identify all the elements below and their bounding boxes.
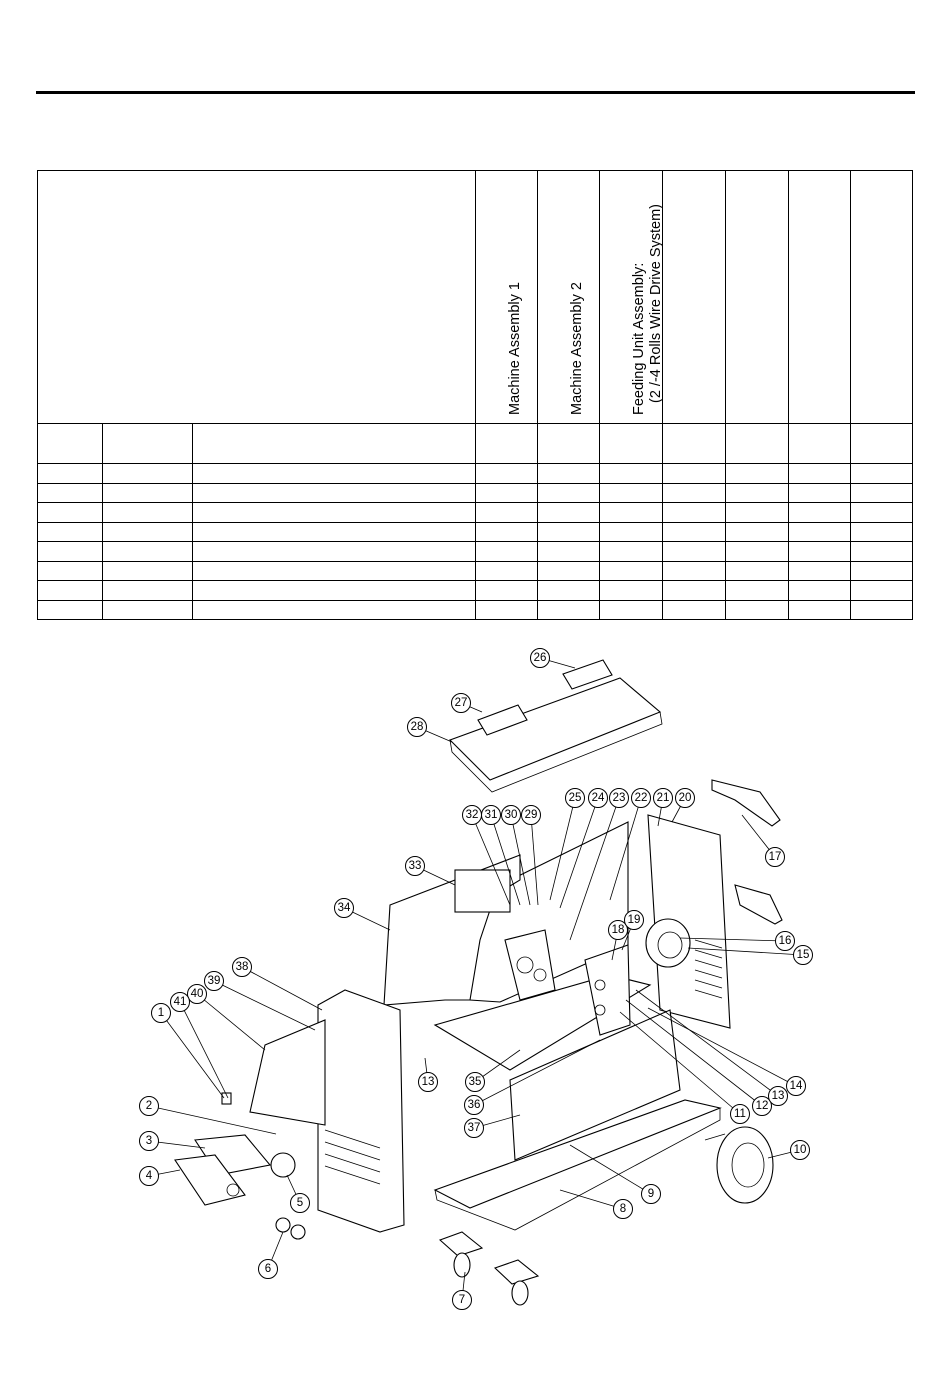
callout-label: 10 bbox=[793, 1144, 807, 1156]
callout-15 bbox=[794, 946, 813, 965]
callout-13 bbox=[419, 1073, 438, 1092]
euro-connector bbox=[271, 1153, 295, 1177]
table-row bbox=[38, 503, 913, 523]
callout-label: 5 bbox=[296, 1197, 304, 1209]
col-header-empty bbox=[788, 171, 850, 424]
callout-label: 21 bbox=[656, 792, 670, 804]
callout-40 bbox=[188, 985, 207, 1004]
knob bbox=[291, 1225, 305, 1239]
fan-housing bbox=[646, 919, 690, 967]
callout-label: 26 bbox=[533, 652, 547, 664]
callout-label: 12 bbox=[755, 1100, 769, 1112]
callout-label: 24 bbox=[591, 792, 605, 804]
caster-wheel bbox=[512, 1281, 528, 1305]
caster-plate bbox=[495, 1260, 538, 1284]
callout-label: 11 bbox=[734, 1108, 746, 1120]
callout-label: 15 bbox=[796, 949, 810, 961]
callout-36 bbox=[465, 1096, 484, 1115]
table-subheader-row bbox=[38, 424, 913, 464]
callout-25 bbox=[566, 789, 585, 808]
callout-17 bbox=[766, 848, 785, 867]
callout-27 bbox=[452, 694, 471, 713]
col-header-feeding-unit-assembly: Feeding Unit Assembly: (2 /-4 Rolls Wire Drive System) bbox=[600, 171, 663, 424]
callout-34 bbox=[335, 899, 354, 918]
callout-5 bbox=[291, 1194, 310, 1213]
knob bbox=[276, 1218, 290, 1232]
col-header-empty bbox=[850, 171, 912, 424]
callout-label: 18 bbox=[611, 924, 625, 936]
table-header-blank bbox=[38, 171, 476, 424]
top-rule bbox=[36, 91, 915, 94]
callout-16 bbox=[776, 932, 795, 951]
callout-3 bbox=[140, 1132, 159, 1151]
callout-9 bbox=[642, 1185, 661, 1204]
callout-37 bbox=[465, 1119, 484, 1138]
callout-33 bbox=[406, 857, 425, 876]
callout-30 bbox=[502, 806, 521, 825]
table-row bbox=[38, 542, 913, 562]
col-header-empty bbox=[725, 171, 788, 424]
handle bbox=[735, 885, 782, 924]
callout-label: 17 bbox=[768, 851, 782, 863]
callout-1 bbox=[152, 1004, 171, 1023]
callout-label: 4 bbox=[145, 1170, 153, 1182]
callout-leader bbox=[197, 994, 265, 1050]
wheel bbox=[717, 1127, 773, 1203]
col-header-machine-assembly-2: Machine Assembly 2 bbox=[538, 171, 600, 424]
table-row bbox=[38, 483, 913, 503]
callout-23 bbox=[610, 789, 629, 808]
table-row bbox=[38, 561, 913, 581]
callout-leader bbox=[180, 1002, 228, 1098]
exploded-parts-diagram bbox=[0, 630, 950, 1398]
callout-label: 6 bbox=[264, 1263, 272, 1275]
callout-label: 36 bbox=[467, 1099, 481, 1111]
callout-label: 30 bbox=[504, 809, 518, 821]
callout-38 bbox=[233, 958, 252, 977]
callout-label: 13 bbox=[421, 1076, 435, 1088]
callout-11 bbox=[731, 1105, 750, 1124]
callout-32 bbox=[463, 806, 482, 825]
callout-label: 20 bbox=[678, 792, 692, 804]
callout-label: 9 bbox=[647, 1188, 655, 1200]
callout-label: 31 bbox=[484, 809, 498, 821]
callout-leader bbox=[161, 1013, 224, 1098]
callout-leader bbox=[214, 981, 315, 1030]
col-header-machine-assembly-1: Machine Assembly 1 bbox=[476, 171, 538, 424]
callout-28 bbox=[408, 718, 427, 737]
callout-label: 3 bbox=[145, 1135, 153, 1147]
callout-label: 28 bbox=[410, 721, 424, 733]
callout-label: 37 bbox=[467, 1122, 481, 1134]
front-frame bbox=[318, 990, 404, 1232]
mounting-bracket bbox=[585, 945, 630, 1035]
callout-19 bbox=[625, 911, 644, 930]
callout-20 bbox=[676, 789, 695, 808]
callout-2 bbox=[140, 1097, 159, 1116]
caster-plate bbox=[440, 1232, 482, 1256]
callout-label: 38 bbox=[235, 961, 249, 973]
callout-8 bbox=[614, 1200, 633, 1219]
table-row bbox=[38, 581, 913, 601]
callout-31 bbox=[482, 806, 501, 825]
front-panel bbox=[250, 1020, 325, 1125]
callout-29 bbox=[522, 806, 541, 825]
callout-22 bbox=[632, 789, 651, 808]
callout-10 bbox=[791, 1141, 810, 1160]
callout-label: 33 bbox=[408, 860, 422, 872]
callout-24 bbox=[589, 789, 608, 808]
callout-4 bbox=[140, 1167, 159, 1186]
callout-label: 16 bbox=[778, 935, 792, 947]
callout-13 bbox=[769, 1087, 788, 1106]
caster-wheel bbox=[454, 1253, 470, 1277]
callout-label: 34 bbox=[337, 902, 351, 914]
callout-label: 7 bbox=[458, 1294, 466, 1306]
callout-label: 40 bbox=[190, 988, 204, 1000]
handle bbox=[712, 780, 780, 826]
callout-label: 27 bbox=[454, 697, 468, 709]
callout-label: 29 bbox=[524, 809, 538, 821]
callout-label: 13 bbox=[771, 1090, 785, 1102]
top-cover bbox=[450, 678, 660, 780]
callout-label: 22 bbox=[634, 792, 648, 804]
inspection-window bbox=[455, 870, 510, 912]
callout-label: 39 bbox=[207, 975, 221, 987]
callout-label: 23 bbox=[612, 792, 626, 804]
table-row bbox=[38, 464, 913, 484]
callout-7 bbox=[453, 1291, 472, 1310]
callout-label: 35 bbox=[468, 1076, 482, 1088]
callout-label: 1 bbox=[157, 1007, 165, 1019]
parts-table bbox=[37, 170, 913, 620]
callout-label: 2 bbox=[145, 1100, 153, 1112]
callout-leader bbox=[242, 967, 322, 1010]
callout-26 bbox=[531, 649, 550, 668]
callout-label: 25 bbox=[568, 792, 582, 804]
callout-label: 32 bbox=[465, 809, 479, 821]
callout-6 bbox=[259, 1260, 278, 1279]
col-header-empty bbox=[663, 171, 725, 424]
callout-label: 14 bbox=[789, 1080, 803, 1092]
callout-14 bbox=[787, 1077, 806, 1096]
callout-21 bbox=[654, 789, 673, 808]
callout-35 bbox=[466, 1073, 485, 1092]
callout-label: 41 bbox=[173, 996, 187, 1008]
callout-label: 8 bbox=[619, 1203, 627, 1215]
callout-41 bbox=[171, 993, 190, 1012]
table-row bbox=[38, 522, 913, 542]
table-row bbox=[38, 600, 913, 620]
callout-39 bbox=[205, 972, 224, 991]
callout-label: 19 bbox=[627, 914, 641, 926]
